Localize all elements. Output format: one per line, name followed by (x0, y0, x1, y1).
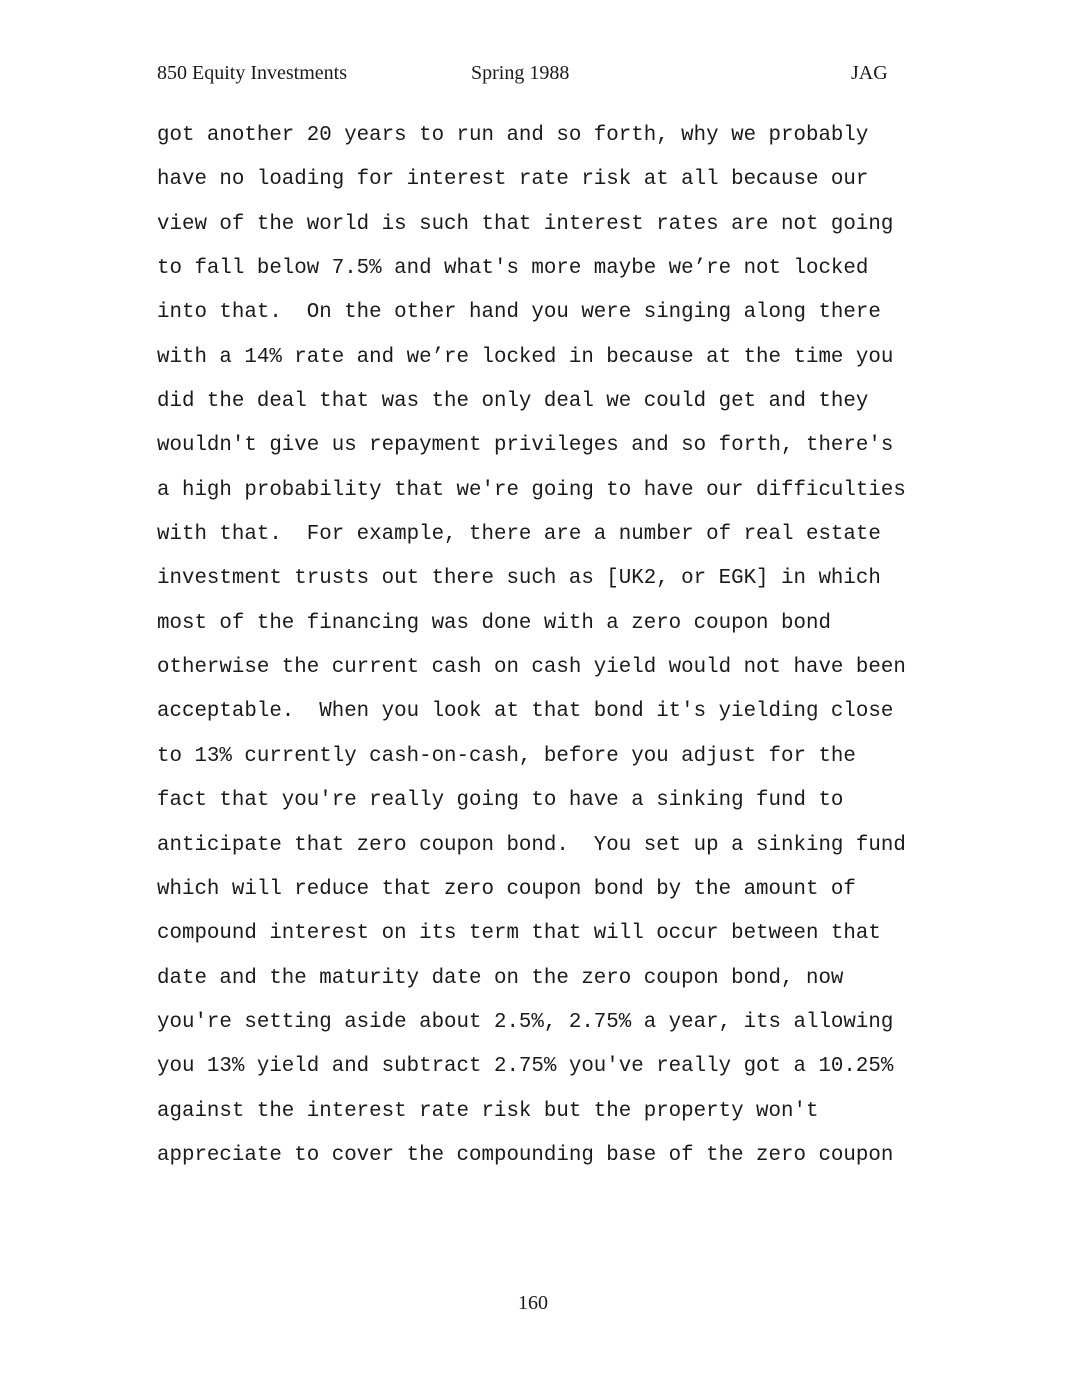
text-line: got another 20 years to run and so forth, why we probably (157, 124, 869, 147)
text-line: did the deal that was the only deal we could get and they (157, 390, 869, 414)
text-line: date and the maturity date on the zero coupon bond, now (157, 966, 844, 990)
text-line: with a 14% rate and we’re locked in because at the time you (157, 345, 894, 369)
text-line: anticipate that zero coupon bond. You set up a sinking fund (157, 833, 906, 857)
text-line: acceptable. When you look at that bond it's yielding close (157, 700, 894, 724)
text-line: otherwise the current cash on cash yield would not have been (157, 656, 906, 680)
text-line: view of the world is such that interest rates are not going (157, 212, 894, 236)
header-course-title: 850 Equity Investments (157, 62, 347, 84)
text-line: against the interest rate risk but the property won't (157, 1099, 819, 1123)
text-line: you 13% yield and subtract 2.75% you've really got a 10.25% (157, 1055, 894, 1079)
text-line: to 13% currently cash-on-cash, before you adjust for the (157, 744, 856, 768)
header-initials: JAG (851, 62, 888, 84)
text-line: which will reduce that zero coupon bond by the amount of (157, 877, 856, 901)
text-line: appreciate to cover the compounding base of the zero coupon (157, 1143, 894, 1167)
text-line: compound interest on its term that will occur between that (157, 922, 881, 946)
text-line: to fall below 7.5% and what's more maybe we’re not locked (157, 257, 869, 281)
text-line: with that. For example, there are a number of real estate (157, 523, 881, 547)
text-line: fact that you're really going to have a sinking fund to (157, 789, 844, 813)
text-line: into that. On the other hand you were singing along there (157, 301, 881, 325)
text-line: wouldn't give us repayment privileges and so forth, there's (157, 434, 894, 458)
page-header (0, 62, 1066, 90)
page-number: 160 (518, 1292, 548, 1314)
text-line: have no loading for interest rate risk at all because our (157, 168, 869, 192)
text-line: you're setting aside about 2.5%, 2.75% a year, its allowing (157, 1010, 894, 1034)
text-line: a high probability that we're going to have our difficulties (157, 478, 906, 502)
text-line: investment trusts out there such as [UK2, or EGK] in which (157, 567, 881, 591)
text-line: most of the financing was done with a zero coupon bond (157, 611, 831, 635)
header-term: Spring 1988 (471, 62, 570, 84)
transcript-body (157, 122, 917, 1186)
